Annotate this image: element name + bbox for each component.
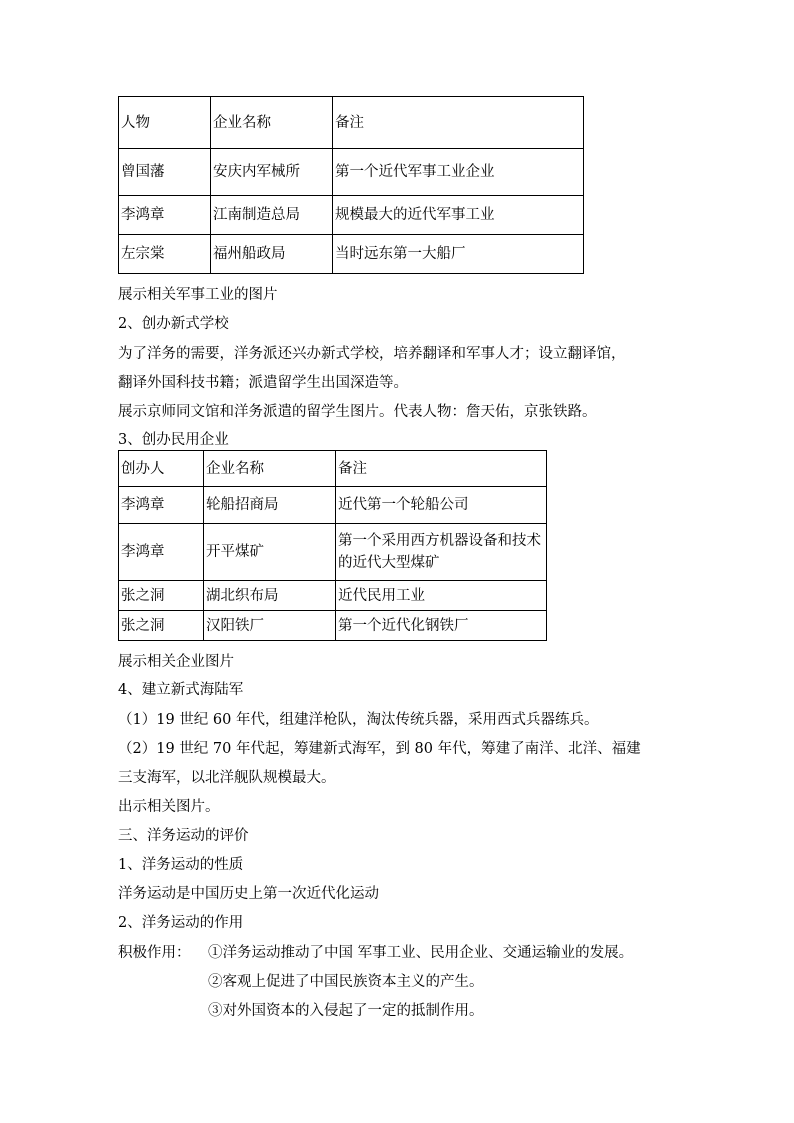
paragraph: 出示相关图片。 bbox=[118, 799, 220, 815]
table-cell: 轮船招商局 bbox=[204, 487, 336, 524]
header-cell: 创办人 bbox=[119, 451, 204, 487]
paragraph: （2）19 世纪 70 年代起，筹建新式海军，到 80 年代，筹建了南洋、北洋、福建 bbox=[118, 741, 641, 757]
table-cell: 安庆内军械所 bbox=[211, 149, 333, 196]
section-heading: 2、创办新式学校 bbox=[118, 316, 229, 332]
table-header-row bbox=[119, 451, 547, 487]
civil-enterprise-table bbox=[118, 450, 547, 641]
table-cell: 张之洞 bbox=[119, 581, 204, 611]
table-cell: 当时远东第一大船厂 bbox=[333, 235, 584, 274]
table-cell: 近代第一个轮船公司 bbox=[336, 487, 547, 524]
table-cell: 福州船政局 bbox=[211, 235, 333, 274]
paragraph: 展示京师同文馆和洋务派遣的留学生图片。代表人物：詹天佑，京张铁路。 bbox=[118, 404, 597, 420]
table-row bbox=[119, 196, 584, 235]
table-cell: 张之洞 bbox=[119, 611, 204, 641]
paragraph: 展示相关军事工业的图片 bbox=[118, 287, 278, 303]
table-cell: 湖北织布局 bbox=[204, 581, 336, 611]
table-cell: 左宗棠 bbox=[119, 235, 211, 274]
table-header-row bbox=[119, 97, 584, 149]
table-cell: 汉阳铁厂 bbox=[204, 611, 336, 641]
table-cell: 近代民用工业 bbox=[336, 581, 547, 611]
table-row bbox=[119, 524, 547, 581]
header-cell: 人物 bbox=[119, 97, 211, 149]
list-item: ③对外国资本的入侵起了一定的抵制作用。 bbox=[208, 1003, 484, 1019]
section-heading: 1、洋务运动的性质 bbox=[118, 857, 244, 873]
section-heading: 三、洋务运动的评价 bbox=[118, 828, 249, 844]
table-cell: 开平煤矿 bbox=[204, 524, 336, 581]
table-row bbox=[119, 149, 584, 196]
table-row bbox=[119, 611, 547, 641]
table-cell: 李鸿章 bbox=[119, 487, 204, 524]
paragraph: 洋务运动是中国历史上第一次近代化运动 bbox=[118, 886, 379, 902]
paragraph: （1）19 世纪 60 年代，组建洋枪队，淘汰传统兵器，采用西式兵器练兵。 bbox=[118, 712, 599, 728]
paragraph: 翻译外国科技书籍；派遣留学生出国深造等。 bbox=[118, 375, 408, 391]
table-row bbox=[119, 487, 547, 524]
table-row bbox=[119, 235, 584, 274]
table-cell: 第一个近代军事工业企业 bbox=[333, 149, 584, 196]
table-row bbox=[119, 581, 547, 611]
table-cell: 江南制造总局 bbox=[211, 196, 333, 235]
table-cell: 第一个采用西方机器设备和技术的近代大型煤矿 bbox=[336, 524, 547, 581]
military-industry-table bbox=[118, 96, 584, 274]
header-cell: 备注 bbox=[336, 451, 547, 487]
list-item: ①洋务运动推动了中国 军事工业、民用企业、交通运输业的发展。 bbox=[208, 945, 634, 961]
table-cell: 第一个近代化钢铁厂 bbox=[336, 611, 547, 641]
section-heading: 2、洋务运动的作用 bbox=[118, 915, 244, 931]
table-cell: 曾国藩 bbox=[119, 149, 211, 196]
header-cell: 企业名称 bbox=[204, 451, 336, 487]
header-cell: 企业名称 bbox=[211, 97, 333, 149]
positive-effects-label: 积极作用： bbox=[118, 945, 191, 961]
section-heading: 3、创办民用企业 bbox=[118, 432, 229, 448]
paragraph: 为了洋务的需要，洋务派还兴办新式学校，培养翻译和军事人才；设立翻译馆， bbox=[118, 346, 626, 362]
table-cell: 李鸿章 bbox=[119, 196, 211, 235]
header-cell: 备注 bbox=[333, 97, 584, 149]
table-cell: 规模最大的近代军事工业 bbox=[333, 196, 584, 235]
paragraph: 三支海军，以北洋舰队规模最大。 bbox=[118, 770, 336, 786]
paragraph: 展示相关企业图片 bbox=[118, 654, 234, 670]
table-cell: 李鸿章 bbox=[119, 524, 204, 581]
list-item: ②客观上促进了中国民族资本主义的产生。 bbox=[208, 974, 484, 990]
section-heading: 4、建立新式海陆军 bbox=[118, 682, 244, 698]
